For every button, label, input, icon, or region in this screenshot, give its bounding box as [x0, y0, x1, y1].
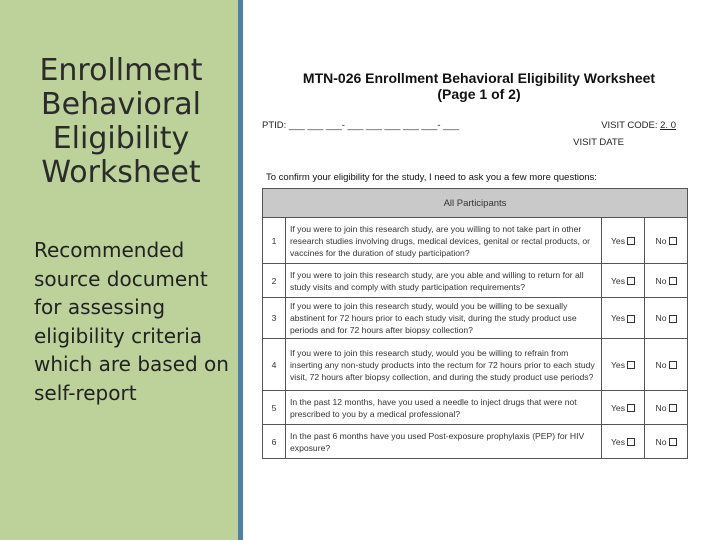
visit-code-value: 2. 0	[660, 120, 676, 131]
yes-checkbox-icon	[627, 277, 635, 285]
question-row	[263, 339, 688, 391]
yes-checkbox-icon	[627, 404, 635, 412]
yes-checkbox-icon	[627, 361, 635, 369]
yes-option	[602, 425, 645, 459]
yes-label: Yes	[610, 313, 626, 323]
no-checkbox-icon	[669, 277, 677, 285]
slide-title-line: Worksheet	[41, 155, 201, 190]
yes-label: Yes	[610, 235, 626, 246]
question-row	[263, 218, 688, 264]
no-checkbox-icon	[669, 404, 677, 412]
no-label: No	[655, 402, 667, 413]
question-number: 3	[263, 298, 286, 339]
questions-body	[263, 218, 688, 459]
yes-label: Yes	[610, 359, 626, 370]
visit-date-label: VISIT DATE	[573, 137, 624, 148]
yes-checkbox-icon	[627, 438, 635, 446]
question-text: If you were to join this research study, would you be willing to refrain from inserting any non-study products into the rectum for 72 hours prior to each study visit, 72 hours after biopsy collection, and during the study product use periods?	[286, 339, 602, 391]
worksheet-image	[260, 70, 688, 490]
yes-checkbox-icon	[627, 237, 635, 245]
visit-code	[601, 120, 676, 131]
divider-bar	[238, 0, 243, 540]
question-text: If you were to join this research study, are you willing to not take part in other research studies involving drugs, medical devices, genital or rectal products, or vaccines for the duration of study participation?	[286, 218, 602, 264]
yes-option	[602, 264, 645, 298]
question-text: In the past 6 months have you used Post-exposure prophylaxis (PEP) for HIV exposure?	[286, 425, 602, 459]
no-option	[645, 264, 688, 298]
question-text: In the past 12 months, have you used a needle to inject drugs that were not prescribed to you by a medical professional?	[286, 391, 602, 425]
yes-checkbox-icon	[627, 315, 635, 323]
slide-body-text: Recommended source document for assessing eligibility criteria which are based on self-report	[34, 238, 229, 405]
no-option	[645, 218, 688, 264]
worksheet-title-line2: (Page 1 of 2)	[437, 86, 521, 102]
slide-title-line: Behavioral	[41, 87, 201, 122]
question-text: If you were to join this research study, are you able and willing to return for all study visits and comply with study participation requirements?	[286, 264, 602, 298]
yes-option	[602, 298, 645, 339]
question-row	[263, 264, 688, 298]
yes-label: Yes	[610, 436, 626, 447]
yes-label: Yes	[610, 402, 626, 413]
slide-title-line: Eligibility	[52, 121, 190, 156]
slide-title	[14, 54, 228, 190]
no-option	[645, 298, 688, 339]
no-checkbox-icon	[669, 438, 677, 446]
visit-code-label: VISIT CODE:	[601, 120, 658, 131]
worksheet-title	[270, 70, 688, 102]
question-number: 5	[263, 391, 286, 425]
no-label: No	[655, 275, 667, 286]
no-label: No	[655, 235, 667, 246]
question-number: 4	[263, 339, 286, 391]
question-number: 6	[263, 425, 286, 459]
question-number: 2	[263, 264, 286, 298]
table-header: All Participants	[263, 189, 688, 218]
question-row	[263, 298, 688, 339]
question-row	[263, 391, 688, 425]
no-option	[645, 391, 688, 425]
no-checkbox-icon	[669, 237, 677, 245]
slide-title-line: Enrollment	[39, 53, 203, 88]
question-row	[263, 425, 688, 459]
question-number: 1	[263, 218, 286, 264]
question-text: If you were to join this research study, would you be willing to be sexually abstinent for 72 hours prior to each study visit, during the study product use periods and for 72 hours after biopsy collection?	[286, 298, 602, 339]
table-header-row	[263, 189, 688, 218]
no-option	[645, 339, 688, 391]
worksheet-title-line1: MTN-026 Enrollment Behavioral Eligibility Worksheet	[302, 70, 656, 86]
no-label: No	[655, 313, 667, 323]
yes-option	[602, 391, 645, 425]
yes-label: Yes	[610, 275, 626, 286]
no-option	[645, 425, 688, 459]
questions-table	[262, 188, 688, 459]
ptid-label: PTID: ___ ___ ___- ___ ___ ___ ___ ___- ___	[262, 120, 460, 131]
no-label: No	[655, 436, 667, 447]
yes-option	[602, 339, 645, 391]
no-checkbox-icon	[669, 361, 677, 369]
worksheet-intro: To confirm your eligibility for the study, I need to ask you a few more questions:	[266, 172, 597, 183]
no-checkbox-icon	[669, 315, 677, 323]
no-label: No	[655, 359, 667, 370]
yes-option	[602, 218, 645, 264]
